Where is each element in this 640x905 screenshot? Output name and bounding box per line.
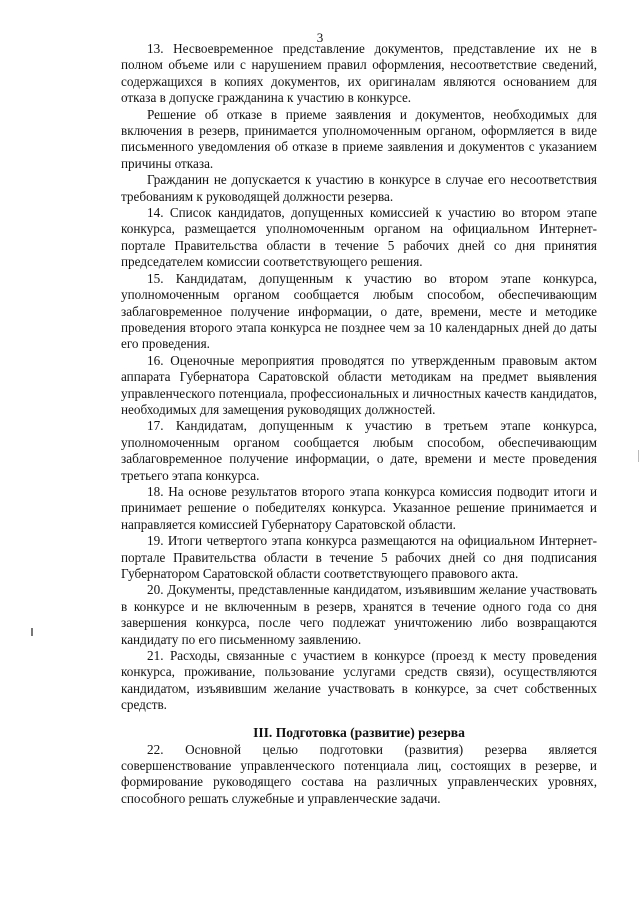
paragraph-22: 22. Основной целью подготовки (развития) резерва является совершенствование управленческого потенциала лиц, состоящих в резерве, и формирование руководящего состава на различных управленческих уровнях, способного решать служебные и управленческие задачи. <box>121 741 597 806</box>
scan-edge-mark <box>638 450 639 462</box>
section-heading: III. Подготовка (развитие) резерва <box>253 724 465 740</box>
paragraph-18: 18. На основе результатов второго этапа конкурса комиссия подводит итоги и принимает решение о победителях конкурса. Указанное решение принимается и направляется комиссией Губернатору Саратовской области. <box>121 483 597 532</box>
paragraph-15: 15. Кандидатам, допущенным к участию во втором этапе конкурса, уполномоченным органом сообщается любым способом, обеспечивающим заблаговременное получение информации, о дате, времени, месте и методике проведения второго этапа конкурса не позднее чем за 10 календарных дней до даты его проведения. <box>121 270 597 352</box>
scan-mark <box>31 628 33 636</box>
paragraph-20: 20. Документы, представленные кандидатом, изъявившим желание участвовать в конкурсе и не включенным в резерв, хранятся в течение одного года со дня завершения конкурса, после чего подлежат уничтожению либо возвращаются кандидату по его письменному заявлению. <box>121 582 597 647</box>
paragraph-non-admission: Гражданин не допускается к участию в конкурсе в случае его несоответствия требованиям к руководящей должности резерва. <box>121 172 597 204</box>
paragraph-17: 17. Кандидатам, допущенным к участию в третьем этапе конкурса, уполномоченным органом сообщается любым способом, обеспечивающим заблаговременное получение информации, о дате, времени и месте проведения третьего этапа конкурса. <box>121 418 597 483</box>
paragraph-21: 21. Расходы, связанные с участием в конкурсе (проезд к месту проведения конкурса, проживание, пользование услугами средств связи), осуществляются кандидатом, изъявившим желание участвовать в конкурсе, за счет собственных средств. <box>121 648 597 713</box>
paragraph-refusal-decision: Решение об отказе в приеме заявления и документов, необходимых для включения в резерв, принимается уполномоченным органом, оформляется в виде письменного уведомления об отказе в приеме заявления и документов с указанием причины отказа. <box>121 106 597 171</box>
page-number: 3 <box>316 30 324 45</box>
paragraph-14: 14. Список кандидатов, допущенных комиссией к участию во втором этапе конкурса, размещается уполномоченным органом на официальном Интернет-портале Правительства области в течение 5 рабочих дней со дня принятия председателем комиссии соответствующего решения. <box>121 205 597 270</box>
paragraph-16: 16. Оценочные мероприятия проводятся по утвержденным правовым актом аппарата Губернатора Саратовской области методикам на предмет выявления управленческого потенциала, профессиональных и личностных качеств кандидатов, необходимых для замещения руководящих должностей. <box>121 352 597 417</box>
document-body <box>121 41 597 807</box>
paragraph-19: 19. Итоги четвертого этапа конкурса размещаются на официальном Интернет-портале Правительства области в течение 5 рабочих дней со дня подписания Губернатором Саратовской области соответствующего правового акта. <box>121 533 597 581</box>
paragraph-13: 13. Несвоевременное представление документов, представление их не в полном объеме или с нарушением правил оформления, несоответствие сведений, содержащихся в копиях документов, их оригиналам являются основанием для отказа в допуске гражданина к участию в конкурсе. <box>121 41 597 106</box>
